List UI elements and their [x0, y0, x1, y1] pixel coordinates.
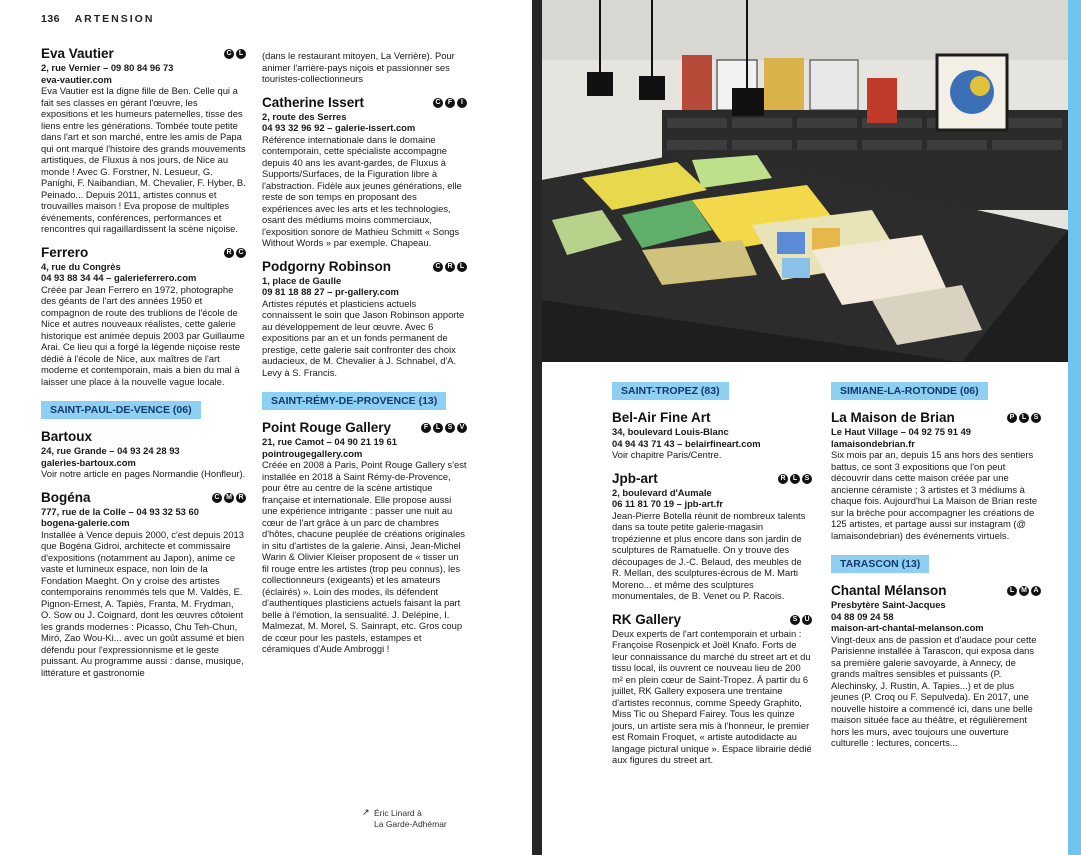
entry-header: [262, 259, 467, 275]
gallery-name: Point Rouge Gallery: [262, 420, 392, 435]
gallery-entry: [41, 46, 246, 235]
category-badge-icon: R: [778, 474, 788, 484]
gallery-address: 2, rue Vernier – 09 80 84 96 73: [41, 62, 174, 73]
entry-header: [41, 245, 246, 261]
gallery-contact[interactable]: lamaisondebrian.fr: [831, 437, 915, 449]
left-column-2: [262, 50, 467, 665]
category-badge-icon: F: [421, 423, 431, 433]
gallery-description: Six mois par an, depuis 15 ans hors des sentiers battus, ce sont 3 expositions que l'on peut découvrir dans cette maison créée par une ancienne céramiste ; 3 artistes et 3 médiums à chaque fois. Aujourd'hui La Maison de Brian reste sur la brèche pour accompagner les créations de 125 artistes, et partage aussi sur instagram (@ lamaisondebrian) des événements virtuels.: [831, 449, 1038, 541]
category-badge-icon: L: [790, 474, 800, 484]
category-badge-icon: S: [802, 474, 812, 484]
gallery-address: Presbytère Saint-Jacques: [831, 599, 946, 610]
page-gutter: [532, 0, 542, 855]
category-badge-icon: P: [1007, 413, 1017, 423]
gallery-photo: [542, 0, 1068, 362]
gallery-name: Bel-Air Fine Art: [612, 410, 711, 425]
caption-arrow-icon: ↗: [362, 807, 370, 817]
right-column-2: [831, 378, 1041, 759]
category-badge-icon: S: [790, 615, 800, 625]
category-badge-icon: L: [1007, 586, 1017, 596]
gallery-address: 2, boulevard d'Aumale: [612, 486, 712, 498]
gallery-entry: [262, 420, 467, 655]
category-icons: [212, 493, 246, 503]
gallery-entry: [41, 429, 246, 480]
gallery-contact[interactable]: 04 93 32 96 92 – galerie-issert.com: [262, 122, 416, 133]
category-badge-icon: F: [445, 98, 455, 108]
gallery-address: Le Haut Village – 04 92 75 91 49: [831, 426, 972, 437]
entry-header: [612, 471, 812, 487]
section-label-tarascon: TARASCON (13): [831, 555, 929, 573]
category-icons: [224, 49, 246, 59]
gallery-description: Créée par Jean Ferrero en 1972, photographe des géants de l'art des années 1950 et compagnon de route des trublions de l'école de Nice et autres nouveaux réalistes, cette galerie historique est animée depuis 2003 par Guillaume Arai. Ce lieu qui a forgé la légende niçoise reste dédié à l'école de Nice, aux maîtres de l'art moderne et contemporain, mais a bien du mal à laisser une place à la nouvelle vague locale.: [41, 283, 245, 387]
gallery-description: Créée en 2008 à Paris, Point Rouge Gallery s'est installée en 2018 à Saint Rémy-de-Provence, pour être au centre de la scène artistique française et internationale. Elle propose aussi une expérience intrigante : passer une nuit au cœur de l'art grâce à un parc de chambres d'hôtes, chacune peuplée de créations originales in situ d'artistes de la galerie. Ainsi, Jean-Michel Warin & Olivier Kleiser proposent de « tisser un fil rouge entre les artistes (trop peu connus), les collectionneurs (exigeants) et les amateurs (éclairés) ». Loin des modes, ils défendent d'authentiques plasticiens actuels faisant la part belle à l'émotion, la sensualité. J. Delépine, I. Malmezat, M. Morel, S. Sainrapt, etc. Gros coup de cœur pour les pastels, estampes et céramiques d'Aude Ambroggi !: [262, 459, 467, 654]
gallery-address: 777, rue de la Colle – 04 93 32 53 60: [41, 505, 199, 517]
category-badge-icon: L: [433, 423, 443, 433]
entry-header: [831, 583, 1041, 599]
category-badge-icon: C: [224, 49, 234, 59]
gallery-name: Eva Vautier: [41, 46, 114, 61]
gallery-entry: [262, 259, 467, 379]
gallery-name: Ferrero: [41, 244, 89, 260]
caption-line: La Garde-Adhémar: [374, 819, 447, 829]
entry-header: [831, 410, 1041, 426]
gallery-address: 21, rue Camot – 04 90 21 19 61: [262, 436, 397, 447]
right-column-1: [612, 378, 812, 776]
gallery-entry: [41, 490, 246, 679]
category-icons: [1007, 413, 1041, 423]
category-badge-icon: M: [1019, 586, 1029, 596]
gallery-contact[interactable]: 09 81 18 88 27 – pr-gallery.com: [262, 286, 399, 297]
gallery-address: 2, route des Serres: [262, 110, 347, 122]
gallery-contact[interactable]: 06 11 81 70 19 – jpb-art.fr: [612, 498, 724, 509]
gallery-contact[interactable]: eva-vautier.com: [41, 73, 112, 85]
gallery-entry: [831, 410, 1041, 541]
gallery-address: 4, rue du Congrès: [41, 260, 121, 272]
gallery-entry: [612, 612, 812, 766]
gallery-contact[interactable]: bogena-galerie.com: [41, 517, 130, 528]
entry-header: [262, 420, 467, 436]
gallery-description: Deux experts de l'art contemporain et urbain : Françoise Rosenpick et Joël Knafo. Forts de leur connaissance du marché du street art et du tissu local, ils ouvrent ce nouveau lieu de 200 m² en plein cœur de Saint-Tropez. À partir du 6 juillet, RK Gallery exposera une trentaine d'artistes reconnus, comme Speedy Graphito, Miss Tic ou Shepard Fairey. Tous les quinze jours, un artiste sera mis à l'honneur, le premier est Romain Froquet, « artiste autodidacte au langage pictural unique ». Espace librairie dédié aux figures du street art.: [612, 627, 812, 765]
gallery-contact[interactable]: pointrougegallery.com: [262, 447, 363, 459]
category-icons: [421, 423, 467, 433]
gallery-contact[interactable]: 04 94 43 71 43 – belairfineart.com: [612, 437, 761, 449]
gallery-description: Référence internationale dans le domaine contemporain, cette spécialiste accompagne depuis 40 ans les avant-gardes, de Fluxus à Supports/Surfaces, de la Figuration libre à l'abstraction. Fidèle aux jeunes générations, elle reste de son temps en proposant des expériences avec les arts et les technologies, osant des médiums moins commerciaux, l'exposition sonore de Mathieu Schmitt « Songs Without Words » par exemple. Chapeau.: [262, 133, 462, 248]
category-icons: [433, 262, 467, 272]
left-page: [0, 0, 532, 855]
gallery-description: Vingt-deux ans de passion et d'audace pour cette Parisienne installée à Tarascon, qui exposa dans sa première galerie savoyarde, à Annecy, de grands maîtres sensibles et puissants (P. Alechinsky, J. Rustin, A. Tapies...) et de plus jeunes (P. Croq ou F. Sepulveda). En 2017, une nouvelle histoire a commencé ici, dans une belle maison située face au théâtre, et régulièrement hors les murs, avec toujours une ouverture culturelle : lectures, concerts...: [831, 633, 1037, 748]
entry-header: [612, 410, 812, 426]
gallery-description: Eva Vautier est la digne fille de Ben. Celle qui a fait ses classes en gérant l'œuvre, les expositions et les humeurs paternelles, tisse des liens entre les générations. Tombée toute petite dans l'art et son marché, entre les amis de Papa qui ont marqué l'histoire des grands mouvements artistiques, de Fluxus à nos jours, de Nice au monde ! Avec G. Forstner, N. Lesueur, G. Panighi, F. Naibandian, M. Chevalier, F. Hyber, B. Peinado... Depuis 2011, artistes connus et trouvailles maison ! Eva propose de multiples événements, conférences, performances et rencontres qui ragaillardissent la scène niçoise.: [41, 85, 246, 234]
section-label-simiane: SIMIANE-LA-ROTONDE (06): [831, 382, 988, 400]
category-icons: [790, 615, 812, 625]
entry-header: [41, 490, 246, 506]
category-badge-icon: C: [433, 262, 443, 272]
right-page: [542, 0, 1068, 855]
continued-text: (dans le restaurant mitoyen, La Verrière). Pour animer l'arrière-pays niçois et passionner ses touristes-collectionneurs: [262, 50, 455, 84]
category-badge-icon: C: [236, 248, 246, 258]
category-badge-icon: R: [224, 248, 234, 258]
gallery-address: 1, place de Gaulle: [262, 274, 342, 286]
gallery-name: Bogéna: [41, 489, 91, 505]
gallery-name: Catherine Issert: [262, 94, 365, 110]
category-icons: [224, 248, 246, 258]
category-badge-icon: V: [457, 423, 467, 433]
gallery-entry: [612, 410, 812, 461]
entry-header: [612, 612, 812, 628]
gallery-description: Jean-Pierre Botella réunit de nombreux talents dans sa toute petite galerie-magasin tropézienne et plus encore dans son jardin de sculptures de Ramatuelle. On y trouve des découpages de J.-C. Belaud, des meubles de R. Mellan, des sculptures-écrous de M. Marti Moreno... et même des sculptures monumentales, de B. Venet ou P. Racois.: [612, 509, 806, 601]
category-badge-icon: R: [445, 262, 455, 272]
left-column-1: [41, 46, 246, 688]
gallery-description: Installée à Vence depuis 2000, c'est depuis 2013 que Bogéna Gidroi, architecte et commissaire d'expositions (notamment au Japon), anime ce vaste et lumineux espace, non loin de la Fondation Maeght. On y croise des artistes contemporains renommés tels que M. Valdès, E. Pignon-Ernest, A. Tapiès, Franta, M. Frydman, O. Sow ou J. Coignard, dont les œuvres côtoient les grands modernes : Picasso, Chu Teh-Chun, Miró, Zao Wou-Ki... avec un goût assumé et bien défendu pour l'expressionnisme et le geste puissant. Au programme aussi : danse, musique, littérature et gastronomie: [41, 528, 245, 678]
gallery-description: Voir chapitre Paris/Centre.: [612, 449, 722, 460]
gallery-entry: [41, 245, 246, 388]
gallery-address: 24, rue Grande – 04 93 24 28 93: [41, 445, 180, 456]
caption-line: Éric Linard à: [374, 808, 422, 818]
gallery-contact[interactable]: 04 88 09 24 58: [831, 610, 894, 622]
category-badge-icon: S: [1031, 413, 1041, 423]
gallery-name: Chantal Mélanson: [831, 583, 947, 598]
gallery-entry: [262, 95, 467, 249]
section-label-saint-paul: SAINT-PAUL-DE-VENCE (06): [41, 401, 201, 419]
gallery-entry: [831, 583, 1041, 749]
page-number: 136: [41, 13, 61, 25]
category-badge-icon: I: [457, 98, 467, 108]
photo-caption: [374, 808, 447, 830]
gallery-name: Podgorny Robinson: [262, 258, 391, 274]
gallery-name: Jpb-art: [612, 470, 658, 486]
category-icons: [778, 474, 812, 484]
gallery-description: Artistes réputés et plasticiens actuels connaissent le soin que Jason Robinson apporte au développement de leur œuvre. Avec 6 expositions par an et un fonds permanent de prestige, cette galerie sait confronter des choix audacieux, de M. Chevalier à J. Schnabel, d'A. Levy à S. Francis.: [262, 297, 465, 378]
category-icons: [433, 98, 467, 108]
gallery-name: RK Gallery: [612, 611, 682, 627]
section-label-saint-remy: SAINT-RÉMY-DE-PROVENCE (13): [262, 392, 446, 410]
gallery-address: 34, boulevard Louis-Blanc: [612, 426, 729, 437]
entry-header: [41, 429, 246, 445]
category-badge-icon: U: [802, 615, 812, 625]
gallery-contact[interactable]: maison-art-chantal-melanson.com: [831, 622, 984, 633]
category-badge-icon: L: [236, 49, 246, 59]
magazine-title: ARTENSION: [74, 13, 155, 25]
entry-header: [262, 95, 467, 111]
category-badge-icon: S: [445, 423, 455, 433]
category-badge-icon: C: [212, 493, 222, 503]
category-badge-icon: R: [236, 493, 246, 503]
category-badge-icon: A: [1031, 586, 1041, 596]
gallery-contact[interactable]: galeries-bartoux.com: [41, 456, 136, 468]
category-badge-icon: M: [224, 493, 234, 503]
category-badge-icon: L: [1019, 413, 1029, 423]
running-head: [41, 13, 154, 25]
category-badge-icon: C: [433, 98, 443, 108]
gallery-name: La Maison de Brian: [831, 410, 955, 425]
gallery-name: Bartoux: [41, 429, 93, 444]
gallery-entry: [612, 471, 812, 602]
section-label-saint-tropez: SAINT-TROPEZ (83): [612, 382, 729, 400]
gallery-contact[interactable]: 04 93 88 34 44 – galerieferrero.com: [41, 272, 197, 283]
category-icons: [1007, 586, 1041, 596]
category-badge-icon: L: [457, 262, 467, 272]
entry-header: [41, 46, 246, 62]
gallery-description: Voir notre article en pages Normandie (Honfleur).: [41, 468, 246, 479]
